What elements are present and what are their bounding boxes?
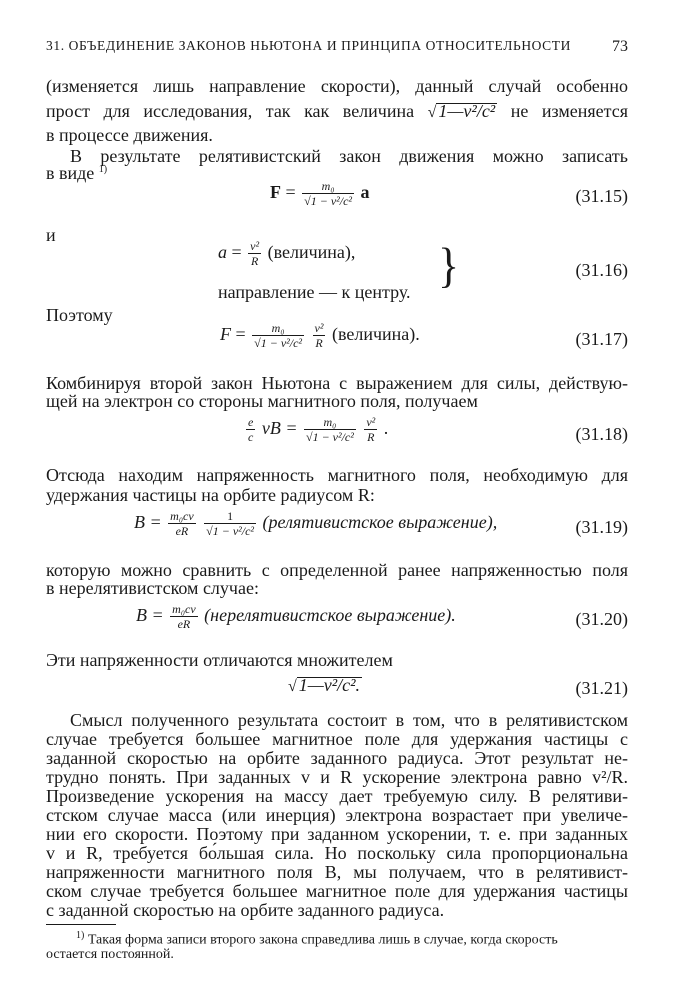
equation-number: (31.18): [575, 424, 628, 444]
eq-symbol: a: [218, 242, 227, 263]
denominator: √1 − v²/c²: [206, 524, 255, 538]
text-line: заданной скоростью на орбите заданного радиуса. Этот результат не-: [46, 748, 628, 768]
sqrt-sign-icon: √: [288, 678, 297, 695]
eq-note: (релятивистское выражение),: [262, 512, 498, 533]
fraction: [204, 510, 256, 538]
eq-symbol: B =: [134, 512, 162, 533]
denominator: eR: [168, 523, 196, 538]
text-line: напряженности магнитного поля B, мы получаем, что в релятивист-: [46, 862, 628, 882]
equation-number: (31.21): [575, 678, 628, 698]
equation-number: (31.20): [575, 609, 628, 629]
eq-symbol: =: [285, 182, 296, 203]
text-line: в нерелятивистском случае:: [46, 578, 259, 598]
numerator: m₀cv: [170, 509, 194, 523]
numerator: v²: [314, 321, 324, 335]
equation-31-16: a = $\frac{\text{v²}}{R}$ (величина),: [218, 239, 356, 268]
radicand: 1—v²/c²: [438, 101, 496, 121]
equation-31-15: [270, 180, 370, 208]
numerator: m₀: [321, 179, 335, 193]
numerator: v²: [366, 415, 376, 429]
fraction: [302, 180, 354, 208]
text-line: [46, 101, 628, 122]
eq-symbol: .: [383, 418, 389, 439]
numerator: m₀: [323, 415, 337, 429]
radicand: 1—v²/c².: [298, 675, 361, 695]
denominator: eR: [170, 616, 198, 631]
denominator: c: [248, 430, 254, 444]
equation-number: (31.19): [575, 517, 628, 537]
fraction: [252, 322, 304, 350]
text-line: нии его скорости. Поэтому при заданном ускорении, т. е. при заданных: [46, 824, 628, 844]
radicand: 1 − v²/c²: [212, 524, 255, 538]
footnote-mark: 1): [98, 164, 108, 175]
fraction: [170, 603, 198, 631]
text-line: и: [46, 225, 56, 245]
text-line: в процессе движения.: [46, 125, 213, 145]
text-line: Отсюда находим напряженность магнитного поля, необходимую для: [46, 465, 628, 485]
denominator: R: [364, 429, 377, 444]
numerator: m₀: [271, 321, 285, 335]
footnote-line: остается постоянной.: [46, 947, 174, 962]
equation-number: (31.15): [575, 186, 628, 206]
text-fragment: в виде: [46, 163, 95, 183]
eq-note: (величина),: [267, 242, 356, 263]
text-line: В результате релятивистский закон движения можно записать: [70, 146, 628, 166]
denominator: R: [248, 253, 261, 268]
eq-symbol: B =: [136, 605, 164, 626]
equation-number: (31.16): [575, 260, 628, 280]
fraction: [304, 416, 356, 444]
text-line: с заданной скоростью на орбите заданного радиуса.: [46, 900, 445, 920]
equation-number: (31.17): [575, 329, 628, 349]
equation-31-17: F = $\frac{\text{m₀}}{\text{√1 − v²/c²}}$ $\frac{\text{v²}}{R}$ (величина).: [220, 321, 420, 350]
fraction: [248, 240, 261, 268]
numerator: m₀cv: [172, 602, 196, 616]
footnote-rule: [46, 924, 116, 925]
page-number: 73: [612, 38, 628, 55]
eq-symbol: F: [270, 182, 281, 203]
equation-31-21: [288, 675, 362, 696]
text-line: Поэтому: [46, 305, 113, 325]
text-line: случае требуется большее магнитное поле для удержания частицы с: [46, 729, 628, 749]
text-line: Произведение ускорения на массу дает требуемую силу. В релятиви-: [46, 786, 628, 806]
text-line: щей на электрон со стороны магнитного поля, получаем: [46, 391, 478, 411]
fraction: [168, 510, 196, 538]
running-header: 31. ОБЪЕДИНЕНИЕ ЗАКОНОВ НЬЮТОНА И ПРИНЦИПА ОТНОСИТЕЛЬНОСТИ: [46, 38, 571, 53]
text-line: стском случае масса (или инерция) электрона возрастает при увеличе-: [46, 805, 628, 825]
eq-symbol: a: [360, 182, 370, 203]
text-line: ском случае требуется большее магнитное поле для удержания частицы: [46, 881, 628, 901]
numerator: e: [248, 415, 254, 429]
radicand: 1 − v²/c²: [310, 194, 353, 208]
equation-31-16-line2: направление — к центру.: [218, 282, 411, 302]
eq-symbol: F: [220, 324, 231, 345]
text-line: которую можно сравнить с определенной ранее напряженностью поля: [46, 560, 628, 580]
text-fragment: не изменяется: [510, 101, 629, 121]
numerator: v²: [250, 239, 260, 253]
denominator: √1 − v²/c²: [305, 430, 354, 444]
numerator: 1: [227, 509, 234, 523]
text-line: Смысл полученного результата состоит в том, что в релятивистском: [70, 710, 628, 730]
text-fragment: прост для исследования, так как величина: [46, 101, 415, 121]
text-line: [46, 163, 107, 184]
text-line: трудно понять. При заданных v и R ускорение электрона равно v²/R.: [46, 767, 628, 787]
denominator: √1 − v²/c²: [304, 194, 353, 208]
fraction: [364, 416, 377, 444]
text-line: Эти напряженности отличаются множителем: [46, 650, 393, 670]
footnote-text: Такая форма записи второго закона справедлива лишь в случае, когда скорость: [87, 932, 558, 948]
fraction: [313, 322, 326, 350]
fraction: [246, 416, 255, 444]
radicand: 1 − v²/c²: [312, 430, 354, 444]
text-line: Комбинируя второй закон Ньютона с выражением для силы, действую-: [46, 373, 628, 393]
text-line: удержания частицы на орбите радиусом R:: [46, 485, 375, 505]
footnote-mark: 1): [76, 930, 85, 941]
sqrt-sign-icon: √: [427, 104, 437, 121]
equation-31-18: [244, 416, 388, 444]
right-brace-icon: }: [438, 238, 460, 293]
radicand: 1 − v²/c²: [260, 336, 303, 350]
eq-note: (нерелятивистское выражение).: [204, 605, 456, 626]
footnote-line: [76, 930, 558, 949]
text-line: v и R, требуется бо́льшая сила. Но поскольку сила пропорциональна: [46, 843, 628, 863]
denominator: √1 − v²/c²: [254, 336, 303, 350]
eq-note: (величина).: [331, 324, 420, 345]
equation-31-19: [134, 510, 497, 538]
text-line: (изменяется лишь направление скорости), данный случай особенно: [46, 76, 628, 96]
denominator: R: [313, 335, 326, 350]
equation-31-20: [136, 603, 456, 631]
eq-symbol: vB =: [261, 418, 298, 439]
